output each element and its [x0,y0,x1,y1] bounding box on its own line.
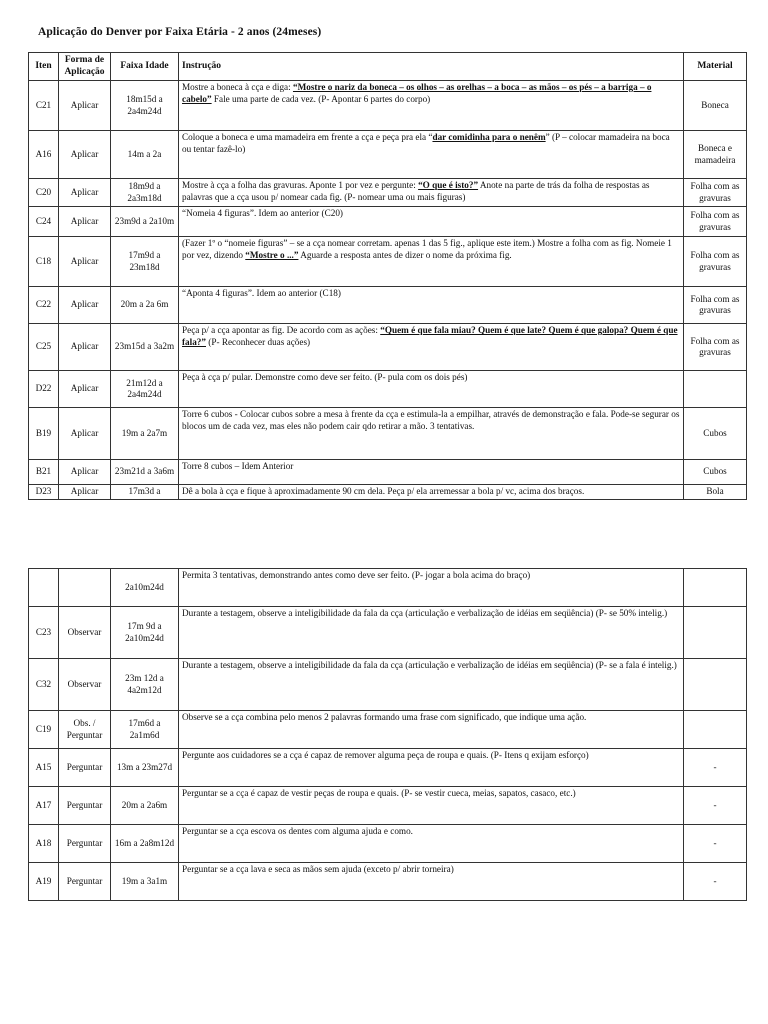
instrucao-texto: Peça à cça p/ pular. Demonstre como deve ser feito. (P- pula com os dois pés) [182,372,468,382]
table-row [29,408,747,460]
instrucao-fala: “Mostre o nariz da boneca – os olhos – as orelhas – a boca – as mãos – os pés – a barriga – o cabelo” [182,82,652,104]
instrucao [179,131,684,179]
header-item: Iten [29,53,59,81]
denver-table-bottom [28,568,747,901]
instrucao-texto: Aguarde a resposta antes de dizer o nome da próxima fig. [298,249,512,260]
table-row [29,371,747,408]
item-code [29,569,59,607]
faixa-idade: 18m15d a 2a4m24d [111,81,179,131]
faixa-idade: 23m15d a 3a2m [111,324,179,371]
item-code: B21 [29,460,59,485]
material: Folha com as gravuras [684,237,747,287]
instrucao: Pergunte aos cuidadores se a cça é capaz de remover alguma peça de roupa e quais. (P- Itens q exijam esforço) [179,749,684,787]
faixa-idade: 23m9d a 2a10m [111,207,179,237]
forma-aplicacao: Aplicar [59,324,111,371]
forma-aplicacao: Perguntar [59,749,111,787]
forma-aplicacao: Perguntar [59,863,111,901]
forma-aplicacao: Aplicar [59,371,111,408]
instrucao-texto: Peça p/ a cça apontar as fig. De acordo com as ações: [182,325,381,335]
item-code: C22 [29,287,59,324]
material [684,371,747,408]
faixa-idade: 23m 12d a 4a2m12d [111,659,179,711]
item-code: C32 [29,659,59,711]
instrucao [179,207,684,237]
instrucao-texto: (P- Reconhecer duas ações) [206,336,311,347]
material: - [684,863,747,901]
table-row [29,131,747,179]
material: Folha com as gravuras [684,287,747,324]
instrucao [179,179,684,207]
forma-aplicacao: Perguntar [59,825,111,863]
faixa-idade: 23m21d a 3a6m [111,460,179,485]
faixa-idade: 13m a 23m27d [111,749,179,787]
header-faixa: Faixa Idade [111,53,179,81]
forma-aplicacao: Aplicar [59,207,111,237]
item-code: A15 [29,749,59,787]
instrucao-texto: Dê a bola à cça e fique à aproximadamente 90 cm dela. Peça p/ ela arremessar a bola p/ vc, acima dos braços. [182,486,585,496]
instrucao-texto: Torre 8 cubos – Idem Anterior [182,461,294,471]
faixa-idade: 21m12d a 2a4m24d [111,371,179,408]
material [684,607,747,659]
faixa-idade: 16m a 2a8m12d [111,825,179,863]
instrucao-texto: (Fazer 1º o “nomeie figuras” – se a cça nomear corretam. apenas 1 das 5 fig., aplique este item.) Mostre a folha com as fig. Nomeie 1 por vez, dizendo [182,238,672,260]
forma-aplicacao: Aplicar [59,287,111,324]
item-code: A17 [29,787,59,825]
instrucao [179,460,684,485]
forma-aplicacao: Aplicar [59,460,111,485]
instrucao-texto: “Aponta 4 figuras”. Idem ao anterior (C18) [182,288,341,298]
instrucao [179,287,684,324]
table-row [29,460,747,485]
instrucao-texto: Mostre à cça a folha das gravuras. Aponte 1 por vez e pergunte: [182,180,419,190]
forma-aplicacao: Aplicar [59,408,111,460]
material [684,711,747,749]
instrucao-texto: “Nomeia 4 figuras”. Idem ao anterior (C20) [182,208,343,218]
denver-table-top [28,52,747,500]
item-code: C23 [29,607,59,659]
instrucao-fala: “Mostre o ...” [245,249,299,260]
forma-aplicacao: Aplicar [59,179,111,207]
instrucao-texto: Mostre a boneca à cça e diga: [182,82,293,92]
table-row [29,287,747,324]
instrucao [179,408,684,460]
header-material: Material [684,53,747,81]
table-row [29,787,747,825]
item-code: A16 [29,131,59,179]
instrucao-texto: ” (P – colocar mamadeira na boca ou tentar fazê-lo) [182,132,670,154]
faixa-idade: 17m 9d a 2a10m24d [111,607,179,659]
instrucao-texto: Coloque a boneca e uma mamadeira em frente a cça e peça pra ela “ [182,132,433,142]
material [684,659,747,711]
forma-aplicacao: Obs. / Perguntar [59,711,111,749]
material: Folha com as gravuras [684,179,747,207]
item-code: A18 [29,825,59,863]
faixa-idade: 17m9d a 23m18d [111,237,179,287]
forma-aplicacao: Aplicar [59,237,111,287]
instrucao-fala: dar comidinha para o nenêm [432,132,546,142]
table-row [29,81,747,131]
table-row [29,863,747,901]
faixa-idade: 20m a 2a 6m [111,287,179,324]
item-code: C19 [29,711,59,749]
material: - [684,825,747,863]
instrucao-texto: Fale uma parte de cada vez. (P- Apontar 6 partes do corpo) [211,93,431,104]
instrucao [179,485,684,500]
table-row [29,485,747,500]
forma-aplicacao: Aplicar [59,81,111,131]
instrucao-texto: Anote na parte de trás da folha de respostas as palavras que a cça usou p/ nomear cada fig. (P- nomear uma ou mais figuras) [182,180,650,202]
faixa-idade: 17m6d a 2a1m6d [111,711,179,749]
instrucao: Perguntar se a cça é capaz de vestir peças de roupa e quais. (P- se vestir cueca, meias, sapatos, casaco, etc.) [179,787,684,825]
item-code: C24 [29,207,59,237]
material: Folha com as gravuras [684,207,747,237]
item-code: A19 [29,863,59,901]
table-row [29,324,747,371]
faixa-idade: 14m a 2a [111,131,179,179]
faixa-idade: 19m a 3a1m [111,863,179,901]
table-row [29,749,747,787]
material [684,569,747,607]
instrucao: Perguntar se a cça lava e seca as mãos sem ajuda (exceto p/ abrir torneira) [179,863,684,901]
faixa-idade: 17m3d a [111,485,179,500]
instrucao: Perguntar se a cça escova os dentes com alguma ajuda e como. [179,825,684,863]
instrucao [179,237,684,287]
instrucao [179,371,684,408]
forma-aplicacao: Observar [59,659,111,711]
instrucao-fala: “Quem é que fala miau? Quem é que late? Quem é que galopa? Quem é que fala?” [182,325,678,347]
item-code: C18 [29,237,59,287]
table-row [29,659,747,711]
instrucao: Durante a testagem, observe a inteligibilidade da fala da cça (articulação e verbalização de idéias em seqüência) (P- se a fala é intelig.) [179,659,684,711]
instrucao [179,81,684,131]
item-code: D22 [29,371,59,408]
header-forma: Forma de Aplicação [59,53,111,81]
material: Boneca [684,81,747,131]
material: Bola [684,485,747,500]
faixa-idade: 20m a 2a6m [111,787,179,825]
item-code: C25 [29,324,59,371]
instrucao: Durante a testagem, observe a inteligibilidade da fala da cça (articulação e verbalização de idéias em seqüência) (P- se 50% intelig.) [179,607,684,659]
material: Folha com as gravuras [684,324,747,371]
instrucao: Observe se a cça combina pelo menos 2 palavras formando uma frase com significado, que indique uma ação. [179,711,684,749]
table-header-row [29,53,747,81]
item-code: D23 [29,485,59,500]
table-row [29,607,747,659]
table-row [29,711,747,749]
table-row [29,179,747,207]
header-instrucao: Instrução [179,53,684,81]
instrucao: Permita 3 tentativas, demonstrando antes como deve ser feito. (P- jogar a bola acima do braço) [179,569,684,607]
item-code: C21 [29,81,59,131]
table-row [29,825,747,863]
forma-aplicacao: Aplicar [59,485,111,500]
page-title: Aplicação do Denver por Faixa Etária - 2 anos (24meses) [38,26,322,38]
instrucao [179,324,684,371]
forma-aplicacao: Observar [59,607,111,659]
table-row [29,207,747,237]
material: Boneca e mamadeira [684,131,747,179]
instrucao-texto: Torre 6 cubos - Colocar cubos sobre a mesa à frente da cça e estimula-la a empilhar, através de demonstração e fala. Pode-se segurar os blocos um de cada vez, mas eles não podem cair qdo retirar a mão. 3 tentativas. [182,409,680,431]
forma-aplicacao: Perguntar [59,787,111,825]
table-row [29,237,747,287]
faixa-idade: 18m9d a 2a3m18d [111,179,179,207]
instrucao-fala: “O que é isto?” [418,180,479,190]
material: - [684,749,747,787]
faixa-idade: 2a10m24d [111,569,179,607]
forma-aplicacao [59,569,111,607]
item-code: C20 [29,179,59,207]
item-code: B19 [29,408,59,460]
table-row [29,569,747,607]
material: - [684,787,747,825]
forma-aplicacao: Aplicar [59,131,111,179]
material: Cubos [684,460,747,485]
faixa-idade: 19m a 2a7m [111,408,179,460]
material: Cubos [684,408,747,460]
